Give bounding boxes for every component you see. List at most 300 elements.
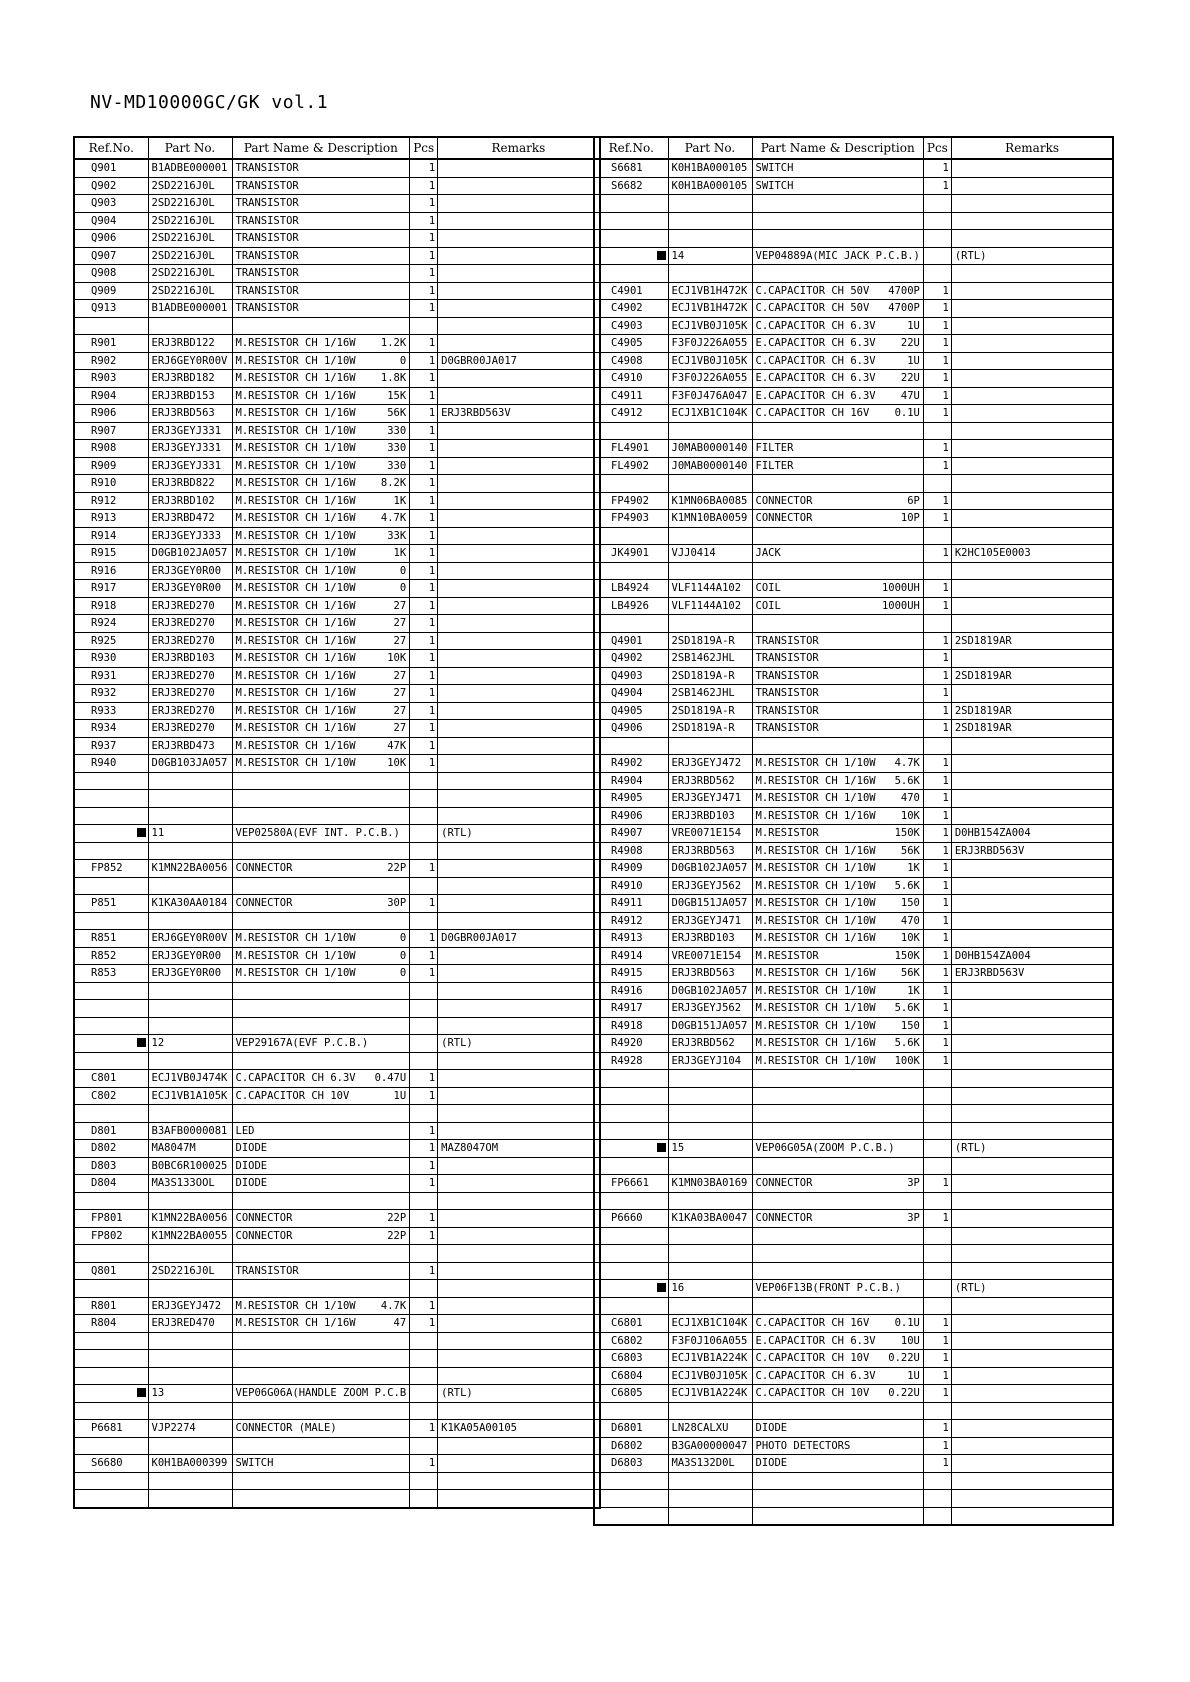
cell-ref-no: S6682 <box>594 177 668 195</box>
description-wrap <box>756 1385 920 1401</box>
description-wrap <box>236 965 407 981</box>
cell-ref-no: R4917 <box>594 1000 668 1018</box>
cell-ref-no: Q907 <box>74 247 148 265</box>
description-text: M.RESISTOR CH 1/16W <box>235 599 356 612</box>
cell-remarks <box>438 1297 600 1315</box>
cell-part-no: VLF1144A102 <box>668 597 752 615</box>
table-row <box>74 492 600 510</box>
header-pcs: Pcs <box>410 137 438 159</box>
cell-description <box>752 1490 923 1508</box>
cell-ref-no: Q913 <box>74 300 148 318</box>
description-value: 4.7K <box>380 512 407 525</box>
cell-pcs <box>923 1402 951 1420</box>
cell-ref-no <box>74 1350 148 1368</box>
cell-remarks <box>438 1227 600 1245</box>
description-text: M.RESISTOR CH 1/10W <box>235 442 356 455</box>
cell-part-no: ERJ3RBD103 <box>148 650 232 668</box>
cell-part-no: F3F0J476A047 <box>668 387 752 405</box>
cell-pcs <box>923 1157 951 1175</box>
table-row <box>74 177 600 195</box>
empty-row <box>74 912 600 930</box>
cell-part-no <box>148 1332 232 1350</box>
description-text: M.RESISTOR CH 1/16W <box>235 669 356 682</box>
cell-ref-no: Q4901 <box>594 632 668 650</box>
cell-description <box>232 440 410 458</box>
cell-ref-no: R904 <box>74 387 148 405</box>
cell-description <box>232 930 410 948</box>
cell-description: CONNECTOR (MALE) <box>232 1420 410 1438</box>
cell-ref-no: FL4901 <box>594 440 668 458</box>
cell-remarks <box>438 790 600 808</box>
description-text: M.RESISTOR CH 1/16W <box>755 932 876 945</box>
cell-description <box>752 387 923 405</box>
cell-ref-no: R910 <box>74 475 148 493</box>
cell-pcs: 1 <box>923 1000 951 1018</box>
cell-description <box>752 895 923 913</box>
cell-description <box>752 1087 923 1105</box>
cell-remarks <box>951 895 1113 913</box>
description-wrap <box>756 790 920 806</box>
empty-row <box>74 772 600 790</box>
cell-description: TRANSISTOR <box>752 667 923 685</box>
description-value: 22P <box>387 862 407 875</box>
cell-pcs <box>410 1105 438 1123</box>
cell-remarks: ERJ3RBD563V <box>951 842 1113 860</box>
cell-pcs: 1 <box>410 247 438 265</box>
table-row <box>74 720 600 738</box>
table-row <box>594 632 1113 650</box>
description-wrap <box>236 423 407 439</box>
description-wrap <box>756 895 920 911</box>
cell-part-no: K0H1BA000105 <box>668 159 752 177</box>
cell-pcs: 1 <box>923 807 951 825</box>
description-value: 1000UH <box>881 599 920 612</box>
cell-part-no: ERJ3GEY0R00 <box>148 580 232 598</box>
cell-part-no: 13 <box>148 1385 232 1403</box>
cell-part-no: VRE0071E154 <box>668 825 752 843</box>
description-value: 22P <box>387 1229 407 1242</box>
cell-pcs <box>923 1122 951 1140</box>
description-wrap <box>756 300 920 316</box>
cell-remarks <box>438 387 600 405</box>
description-wrap <box>236 1070 407 1086</box>
description-text: CONNECTOR <box>755 512 813 525</box>
description-text: M.RESISTOR CH 1/10W <box>235 932 356 945</box>
cell-pcs <box>410 807 438 825</box>
cell-remarks <box>438 632 600 650</box>
description-value: 10K <box>900 809 920 822</box>
cell-remarks <box>438 457 600 475</box>
description-value: 0.22U <box>888 1387 920 1400</box>
cell-part-no <box>148 1437 232 1455</box>
cell-ref-no: Q4903 <box>594 667 668 685</box>
cell-description: SWITCH <box>232 1455 410 1473</box>
table-row <box>74 1157 600 1175</box>
cell-description <box>232 352 410 370</box>
table-row <box>74 895 600 913</box>
cell-description: TRANSISTOR <box>232 177 410 195</box>
description-value: 27 <box>393 599 407 612</box>
cell-pcs <box>923 1140 951 1158</box>
description-wrap <box>756 1035 920 1051</box>
cell-part-no: ERJ3RED270 <box>148 632 232 650</box>
cell-description <box>752 475 923 493</box>
cell-description <box>232 1437 410 1455</box>
description-text: C.CAPACITOR CH 50V <box>755 284 870 297</box>
cell-ref-no: R4910 <box>594 877 668 895</box>
cell-part-no: K0H1BA000105 <box>668 177 752 195</box>
cell-pcs: 1 <box>923 790 951 808</box>
cell-description: TRANSISTOR <box>752 702 923 720</box>
cell-description <box>232 860 410 878</box>
cell-description <box>232 702 410 720</box>
cell-part-no: F3F0J226A055 <box>668 335 752 353</box>
cell-ref-no <box>74 1402 148 1420</box>
description-wrap <box>236 685 407 701</box>
cell-remarks <box>438 842 600 860</box>
cell-part-no: MA8047M <box>148 1140 232 1158</box>
cell-ref-no: R4914 <box>594 947 668 965</box>
description-wrap <box>756 598 920 614</box>
header-part-no: Part No. <box>668 137 752 159</box>
cell-remarks <box>438 527 600 545</box>
cell-description <box>752 790 923 808</box>
description-value: 4700P <box>888 284 920 297</box>
description-wrap <box>756 983 920 999</box>
description-value: 4.7K <box>894 757 920 770</box>
description-wrap <box>756 1350 920 1366</box>
description-text: M.RESISTOR CH 1/16W <box>235 652 356 665</box>
description-text: M.RESISTOR CH 1/10W <box>755 897 876 910</box>
description-text: M.RESISTOR CH 1/10W <box>755 792 876 805</box>
cell-ref-no <box>594 475 668 493</box>
table-row <box>74 527 600 545</box>
description-text: C.CAPACITOR CH 10V <box>235 1089 350 1102</box>
cell-remarks <box>951 1122 1113 1140</box>
cell-part-no: ERJ3GEYJ331 <box>148 457 232 475</box>
description-text: CONNECTOR <box>235 897 293 910</box>
cell-remarks <box>438 440 600 458</box>
cell-ref-no <box>74 877 148 895</box>
cell-part-no: ERJ3RED270 <box>148 720 232 738</box>
cell-description <box>232 1227 410 1245</box>
cell-ref-no: C4905 <box>594 335 668 353</box>
cell-pcs <box>923 1070 951 1088</box>
description-value: 5.6K <box>894 879 920 892</box>
cell-remarks <box>438 650 600 668</box>
cell-remarks <box>438 807 600 825</box>
table-row <box>594 842 1113 860</box>
cell-remarks <box>951 1105 1113 1123</box>
description-value: 27 <box>393 704 407 717</box>
cell-ref-no: R931 <box>74 667 148 685</box>
cell-ref-no: C4912 <box>594 405 668 423</box>
cell-description: TRANSISTOR <box>232 159 410 177</box>
description-text: M.RESISTOR CH 1/10W <box>235 757 356 770</box>
cell-remarks <box>951 1192 1113 1210</box>
description-value: 5.6K <box>894 1037 920 1050</box>
cell-remarks <box>951 282 1113 300</box>
description-value: 0.1U <box>894 407 920 420</box>
empty-row <box>74 1017 600 1035</box>
table-row <box>594 387 1113 405</box>
description-value: 0 <box>399 967 407 980</box>
cell-pcs: 1 <box>410 457 438 475</box>
cell-ref-no: R932 <box>74 685 148 703</box>
description-value: 30P <box>387 897 407 910</box>
cell-pcs: 1 <box>410 632 438 650</box>
description-wrap <box>756 388 920 404</box>
cell-part-no: ECJ1VB1H472K <box>668 282 752 300</box>
description-wrap <box>236 1228 407 1244</box>
cell-ref-no: JK4901 <box>594 545 668 563</box>
cell-ref-no: Q4905 <box>594 702 668 720</box>
empty-row <box>74 1000 600 1018</box>
description-wrap <box>236 720 407 736</box>
cell-remarks <box>951 1052 1113 1070</box>
cell-pcs <box>923 265 951 283</box>
table-row <box>594 912 1113 930</box>
cell-ref-no: S6681 <box>594 159 668 177</box>
header-pcs: Pcs <box>923 137 951 159</box>
cell-pcs <box>923 1490 951 1508</box>
cell-pcs <box>410 1385 438 1403</box>
cell-description <box>752 1227 923 1245</box>
description-value: 33K <box>387 529 407 542</box>
cell-pcs: 1 <box>923 317 951 335</box>
cell-ref-no: FP801 <box>74 1210 148 1228</box>
cell-description <box>232 667 410 685</box>
cell-pcs: 1 <box>410 1420 438 1438</box>
cell-description <box>232 650 410 668</box>
cell-pcs: 1 <box>410 1140 438 1158</box>
cell-remarks: (RTL) <box>438 825 600 843</box>
cell-description <box>232 1210 410 1228</box>
cell-pcs: 1 <box>923 825 951 843</box>
cell-description: TRANSISTOR <box>232 1262 410 1280</box>
cell-pcs: 1 <box>410 860 438 878</box>
cell-ref-no: R4920 <box>594 1035 668 1053</box>
cell-pcs: 1 <box>410 1315 438 1333</box>
cell-remarks: 2SD1819AR <box>951 667 1113 685</box>
table-row <box>594 317 1113 335</box>
cell-part-no: B0BC6R100025 <box>148 1157 232 1175</box>
cell-ref-no <box>594 1157 668 1175</box>
cell-ref-no: R916 <box>74 562 148 580</box>
section-row <box>594 1280 1113 1298</box>
cell-ref-no: LB4926 <box>594 597 668 615</box>
description-text: M.RESISTOR CH 1/16W <box>235 477 356 490</box>
cell-description <box>752 737 923 755</box>
cell-remarks <box>951 387 1113 405</box>
description-text: M.RESISTOR CH 1/10W <box>235 424 356 437</box>
description-text: M.RESISTOR <box>755 827 819 840</box>
cell-description <box>232 912 410 930</box>
cell-remarks <box>951 1455 1113 1473</box>
cell-ref-no: R804 <box>74 1315 148 1333</box>
cell-pcs: 1 <box>410 527 438 545</box>
table-row <box>594 510 1113 528</box>
description-text: E.CAPACITOR CH 6.3V <box>755 1334 876 1347</box>
cell-remarks <box>438 1157 600 1175</box>
table-row <box>594 685 1113 703</box>
header-description: Part Name & Description <box>752 137 923 159</box>
cell-remarks <box>951 772 1113 790</box>
cell-part-no: K0H1BA000399 <box>148 1455 232 1473</box>
cell-part-no: ECJ1XB1C104K <box>668 405 752 423</box>
cell-description <box>752 912 923 930</box>
table-row <box>74 667 600 685</box>
description-value: 4700P <box>888 302 920 315</box>
cell-part-no <box>148 1052 232 1070</box>
description-wrap <box>236 615 407 631</box>
cell-remarks <box>438 1122 600 1140</box>
description-value: 1.8K <box>380 372 407 385</box>
cell-ref-no: C801 <box>74 1070 148 1088</box>
empty-row <box>594 562 1113 580</box>
cell-remarks <box>951 475 1113 493</box>
cell-remarks <box>438 597 600 615</box>
table-row <box>594 1315 1113 1333</box>
description-wrap <box>236 1315 407 1331</box>
cell-description: VEP06G05A(ZOOM P.C.B.) <box>752 1140 923 1158</box>
cell-pcs: 1 <box>410 562 438 580</box>
description-text: M.RESISTOR CH 1/16W <box>235 512 356 525</box>
cell-description <box>232 545 410 563</box>
cell-description: VEP02580A(EVF INT. P.C.B.) <box>232 825 410 843</box>
cell-ref-no <box>74 1385 148 1403</box>
cell-remarks <box>951 615 1113 633</box>
description-value: 10K <box>387 757 407 770</box>
description-text: C.CAPACITOR CH 50V <box>755 302 870 315</box>
cell-ref-no <box>74 1245 148 1263</box>
cell-pcs: 1 <box>410 510 438 528</box>
cell-part-no: 2SD2216J0L <box>148 212 232 230</box>
cell-part-no: ERJ3GEYJ472 <box>148 1297 232 1315</box>
cell-description <box>232 457 410 475</box>
cell-description: DIODE <box>232 1175 410 1193</box>
cell-remarks <box>951 1332 1113 1350</box>
cell-ref-no: R917 <box>74 580 148 598</box>
cell-pcs: 1 <box>923 510 951 528</box>
cell-description <box>232 335 410 353</box>
description-wrap <box>236 563 407 579</box>
cell-pcs: 1 <box>923 1052 951 1070</box>
cell-remarks: D0GBR00JA017 <box>438 352 600 370</box>
cell-description <box>232 1070 410 1088</box>
cell-part-no: 2SD2216J0L <box>148 230 232 248</box>
cell-part-no <box>668 1490 752 1508</box>
table-row <box>74 930 600 948</box>
cell-pcs <box>923 1280 951 1298</box>
description-wrap <box>236 545 407 561</box>
cell-ref-no: R924 <box>74 615 148 633</box>
cell-ref-no: R918 <box>74 597 148 615</box>
empty-row <box>594 1087 1113 1105</box>
cell-remarks <box>438 685 600 703</box>
cell-ref-no <box>594 562 668 580</box>
cell-pcs: 1 <box>923 352 951 370</box>
table-row <box>594 1420 1113 1438</box>
cell-pcs: 1 <box>923 370 951 388</box>
cell-pcs: 1 <box>923 545 951 563</box>
cell-ref-no <box>74 1052 148 1070</box>
cell-description <box>752 352 923 370</box>
cell-pcs: 1 <box>923 1385 951 1403</box>
cell-description <box>752 317 923 335</box>
cell-ref-no: R4911 <box>594 895 668 913</box>
cell-ref-no: R4915 <box>594 965 668 983</box>
cell-remarks <box>438 1192 600 1210</box>
cell-part-no: ERJ3RBD562 <box>668 772 752 790</box>
cell-pcs <box>923 1507 951 1525</box>
cell-part-no: ERJ6GEY0R00V <box>148 352 232 370</box>
cell-remarks: (RTL) <box>951 1280 1113 1298</box>
cell-part-no: K1MN22BA0055 <box>148 1227 232 1245</box>
cell-ref-no <box>74 982 148 1000</box>
description-value: 56K <box>900 844 920 857</box>
cell-pcs: 1 <box>923 755 951 773</box>
cell-ref-no <box>74 1490 148 1508</box>
cell-remarks <box>438 195 600 213</box>
table-row <box>594 545 1113 563</box>
cell-part-no: 14 <box>668 247 752 265</box>
cell-part-no: ECJ1VB0J474K <box>148 1070 232 1088</box>
description-text: E.CAPACITOR CH 6.3V <box>755 372 876 385</box>
table-row <box>74 370 600 388</box>
description-wrap <box>756 318 920 334</box>
empty-row <box>594 1490 1113 1508</box>
cell-ref-no: R930 <box>74 650 148 668</box>
description-text: M.RESISTOR CH 1/10W <box>755 1019 876 1032</box>
cell-description: VEP06G06A(HANDLE ZOOM P.C.B <box>232 1385 410 1403</box>
cell-pcs: 1 <box>410 1070 438 1088</box>
description-wrap <box>756 405 920 421</box>
cell-ref-no <box>74 912 148 930</box>
cell-part-no: ERJ3GEYJ333 <box>148 527 232 545</box>
description-value: 3P <box>907 1177 920 1190</box>
cell-part-no <box>148 317 232 335</box>
description-wrap <box>236 528 407 544</box>
cell-remarks <box>438 720 600 738</box>
cell-ref-no: Q4902 <box>594 650 668 668</box>
description-wrap <box>756 510 920 526</box>
cell-ref-no <box>74 842 148 860</box>
cell-pcs: 1 <box>923 1332 951 1350</box>
description-text: M.RESISTOR CH 1/16W <box>235 704 356 717</box>
cell-part-no: ERJ3RBD182 <box>148 370 232 388</box>
cell-part-no: K1MN22BA0056 <box>148 860 232 878</box>
description-value: 1K <box>393 547 407 560</box>
description-text: M.RESISTOR CH 1/10W <box>235 967 356 980</box>
cell-remarks <box>951 930 1113 948</box>
table-row <box>594 807 1113 825</box>
cell-part-no <box>668 1087 752 1105</box>
cell-pcs <box>410 842 438 860</box>
cell-description <box>752 230 923 248</box>
empty-row <box>74 1367 600 1385</box>
cell-description <box>752 1262 923 1280</box>
table-row <box>74 737 600 755</box>
cell-remarks <box>951 650 1113 668</box>
cell-remarks <box>951 1315 1113 1333</box>
empty-row <box>594 527 1113 545</box>
table-row <box>594 860 1113 878</box>
cell-ref-no: R4909 <box>594 860 668 878</box>
cell-part-no: 2SD1819A-R <box>668 702 752 720</box>
cell-description: SWITCH <box>752 177 923 195</box>
table-row <box>74 457 600 475</box>
